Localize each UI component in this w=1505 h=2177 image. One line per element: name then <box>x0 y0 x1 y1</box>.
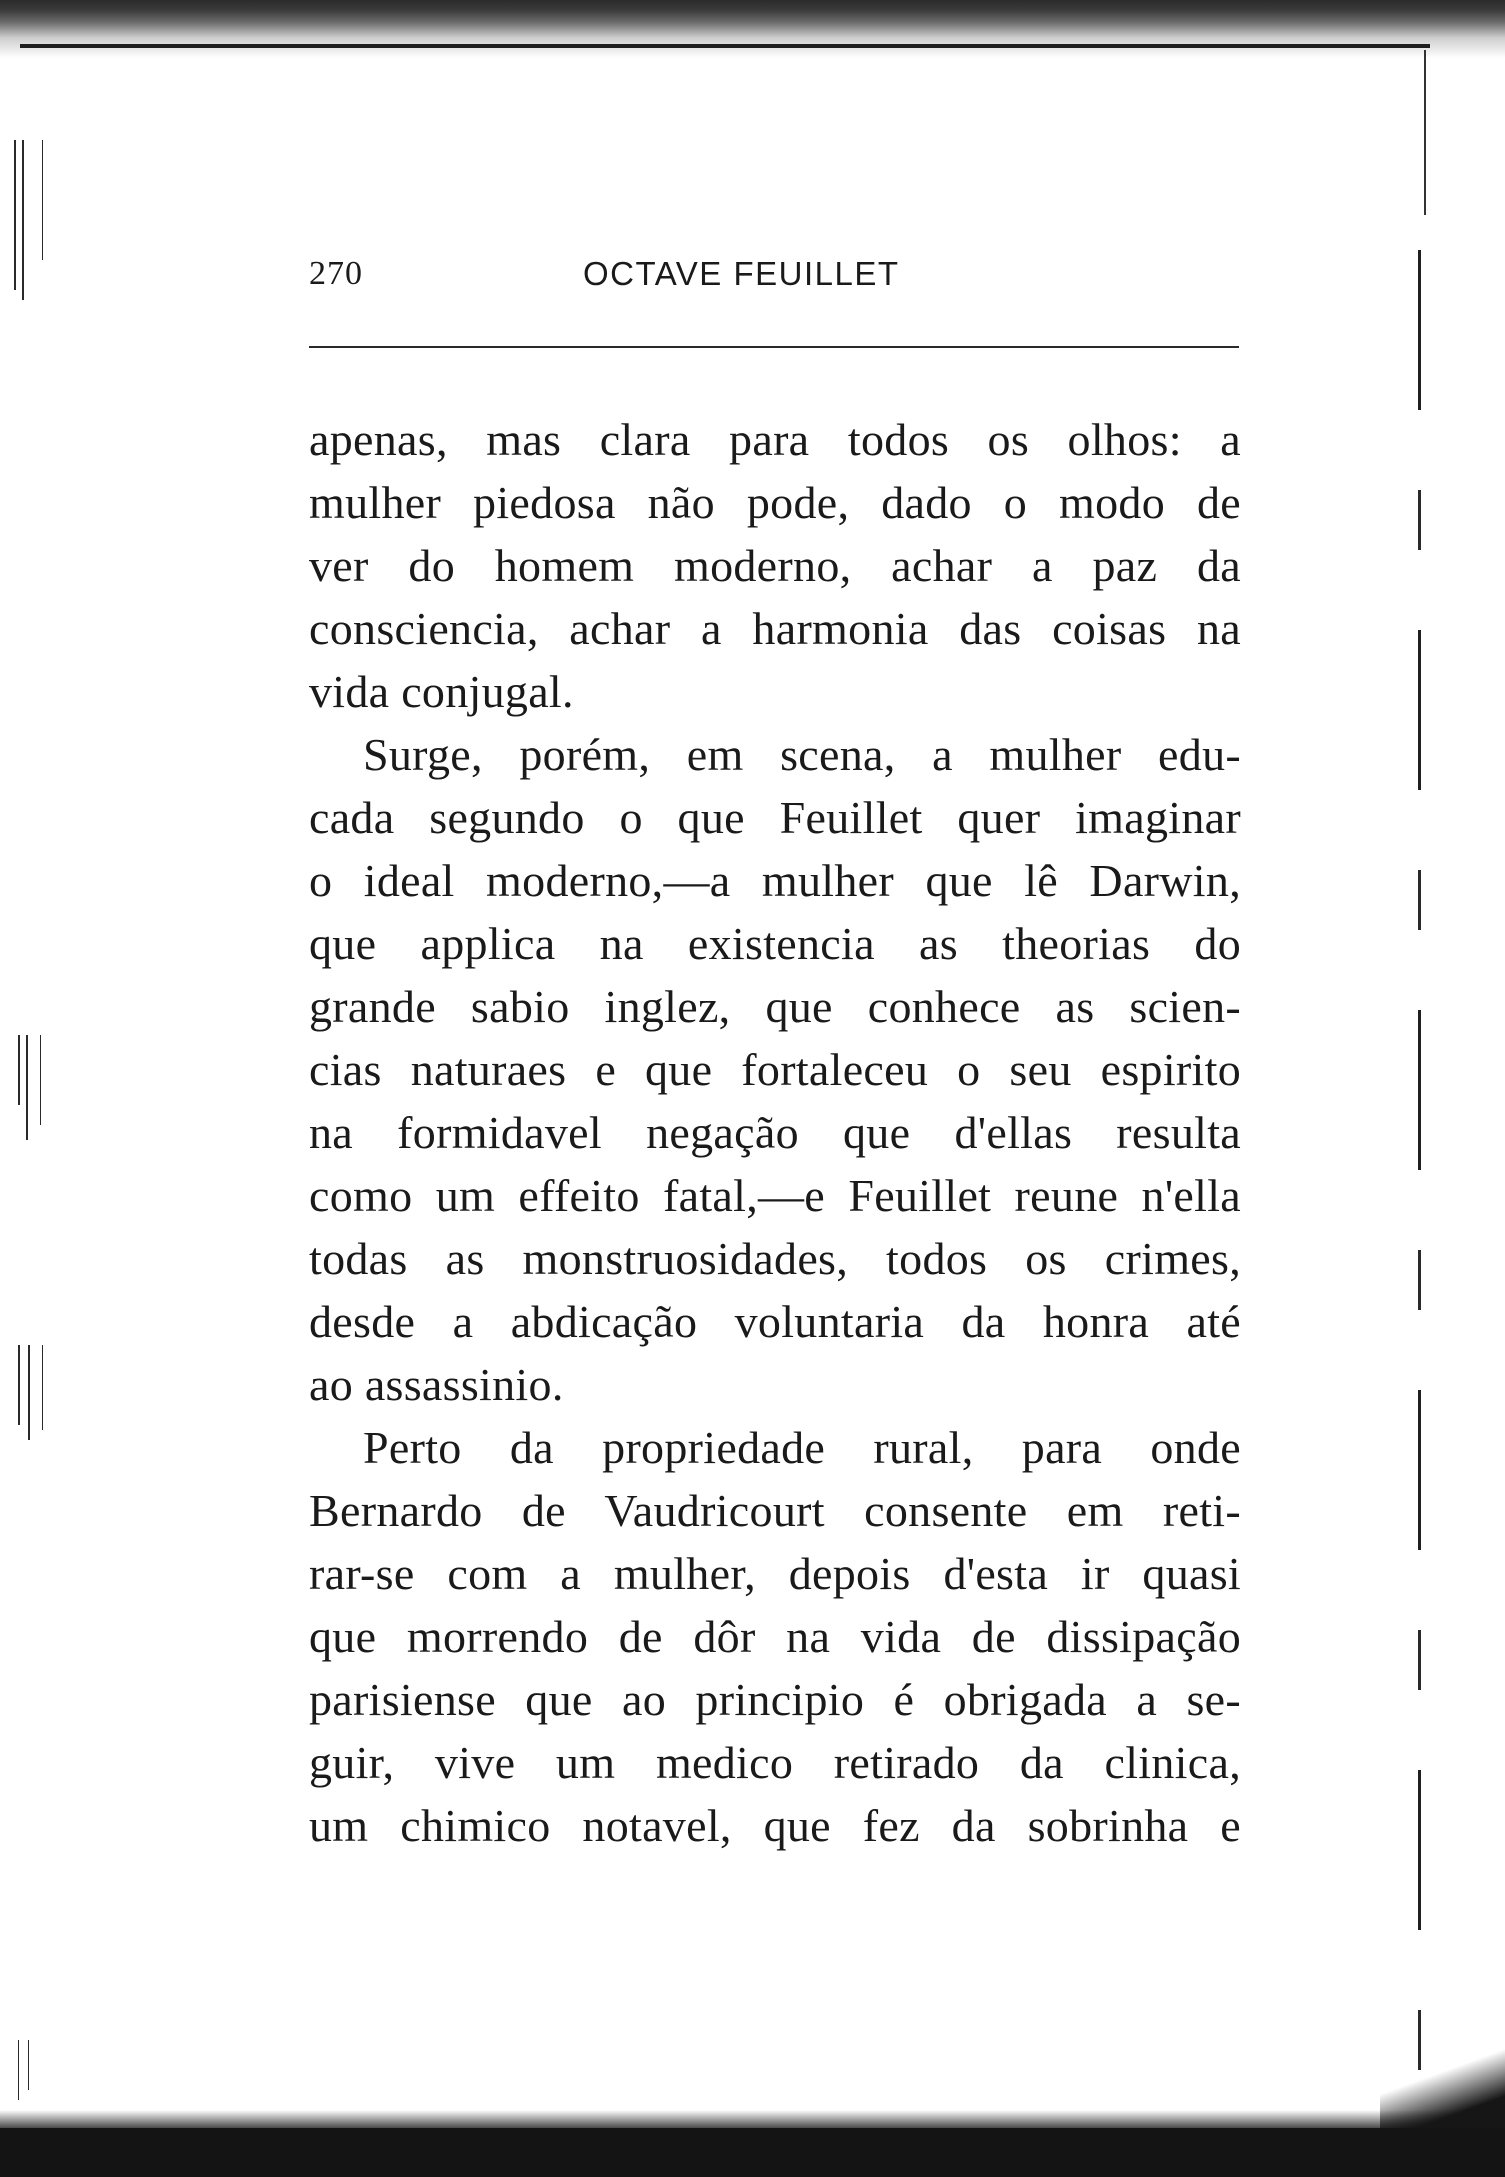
text-line: rar-se com a mulher, depois d'esta ir quasi <box>309 1548 1241 1599</box>
header-rule <box>309 346 1239 348</box>
binding-marks-lower <box>8 1345 48 1445</box>
text-line: todas as monstruosidades, todos os crimes, <box>309 1233 1241 1284</box>
text-line: guir, vive um medico retirado da clinica, <box>309 1737 1241 1788</box>
text-line: na formidavel negação que d'ellas resulta <box>309 1107 1241 1158</box>
running-header <box>309 255 1239 299</box>
text-line: cias naturaes e que fortaleceu o seu espirito <box>309 1044 1241 1095</box>
page-number: 270 <box>309 255 363 292</box>
text-line: grande sabio inglez, que conhece as scien- <box>309 981 1241 1032</box>
text-line: Bernardo de Vaudricourt consente em reti- <box>309 1485 1241 1536</box>
text-line: desde a abdicação voluntaria da honra até <box>309 1296 1241 1347</box>
binding-marks-bottom <box>8 2040 48 2110</box>
scan-bottom-shadow <box>0 2128 1505 2177</box>
scan-bottom-fade <box>0 2110 1505 2130</box>
text-line: ao assassinio. <box>309 1359 564 1410</box>
text-line: como um effeito fatal,—e Feuillet reune n'ella <box>309 1170 1241 1221</box>
text-line: um chimico notavel, que fez da sobrinha e <box>309 1800 1241 1851</box>
binding-marks-middle <box>8 1035 48 1150</box>
scan-corner-shadow <box>1380 2040 1505 2130</box>
binding-marks-top <box>8 140 48 300</box>
text-line: consciencia, achar a harmonia das coisas na <box>309 603 1241 654</box>
page-edge-top-mark <box>1424 50 1426 215</box>
scan-top-shadow <box>0 0 1505 58</box>
text-line: o ideal moderno,—a mulher que lê Darwin, <box>309 855 1241 906</box>
text-line: vida conjugal. <box>309 666 574 717</box>
text-line: Surge, porém, em scena, a mulher edu- <box>363 729 1241 780</box>
running-title: OCTAVE FEUILLET <box>583 255 900 292</box>
text-line: que morrendo de dôr na vida de dissipação <box>309 1611 1241 1662</box>
text-line: mulher piedosa não pode, dado o modo de <box>309 477 1241 528</box>
page-edge-right <box>1418 250 1421 2070</box>
text-line: cada segundo o que Feuillet quer imaginar <box>309 792 1241 843</box>
body-text <box>309 408 1241 1857</box>
text-line: ver do homem moderno, achar a paz da <box>309 540 1241 591</box>
scan-top-line <box>20 44 1430 48</box>
text-line: parisiense que ao principio é obrigada a se- <box>309 1674 1241 1725</box>
text-line: que applica na existencia as theorias do <box>309 918 1241 969</box>
text-line: Perto da propriedade rural, para onde <box>363 1422 1241 1473</box>
text-line: apenas, mas clara para todos os olhos: a <box>309 414 1241 465</box>
